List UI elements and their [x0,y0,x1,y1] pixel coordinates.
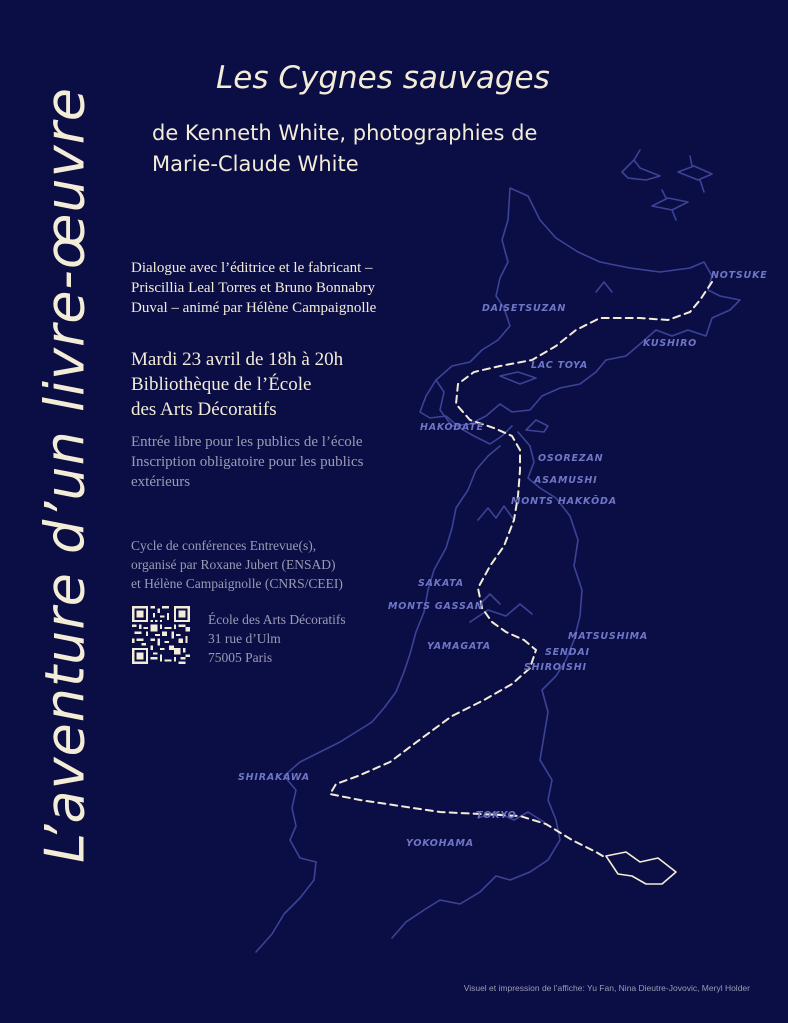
map-label-monts-hakkoda: MONTS HAKKŌDA [511,496,617,507]
event-venue-line: des Arts Décoratifs [131,399,277,420]
hokkaido-peninsula [420,380,512,444]
map-label-matsushima: MATSUSHIMA [568,631,649,642]
subtitle [152,118,612,180]
map-label-monts-gassan: MONTS GASSAN [388,601,484,612]
mountain-1 [478,506,514,520]
map-label-sakata: SAKATA [418,578,464,589]
mountain-3 [596,282,612,292]
address-line: École des Arts Décoratifs [208,612,346,627]
map-label-tokyo: TOKYO [476,810,517,821]
entry-line: Inscription obligatoire pour les publics [131,454,364,470]
vertical-title [20,40,110,910]
entry-info [131,432,401,492]
dialogue-line: Dialogue avec l’éditrice et le fabricant – [131,260,373,276]
cycle-line: organisé par Roxane Jubert (ENSAD) [131,557,336,572]
map-label-lac-toya: LAC TOYA [531,360,588,371]
map-label-yamagata: YAMAGATA [427,641,491,652]
map-label-yokohama: YOKOHAMA [406,838,474,849]
honshu-outline-west [256,446,500,952]
cycle-line: Cycle de conférences Entrevue(s), [131,538,317,553]
qr-code[interactable] [131,606,191,664]
event-date-location [131,347,401,422]
bird-2 [678,156,712,192]
map-label-asamushi: ASAMUSHI [534,475,598,486]
map-label-shiroishi: SHIROISHI [524,662,587,673]
bird-3 [652,190,688,220]
dialogue-line: Priscillia Leal Torres et Bruno Bonnabry [131,280,376,296]
cycle-line: et Hélène Campaignolle (CNRS/CEEI) [131,576,343,591]
map-label-daisetsuzan: DAISETSUZAN [482,303,567,314]
map-label-kushiro: KUSHIRO [643,338,698,349]
map-label-osorezan: OSOREZAN [538,453,604,464]
dialogue-description [131,258,421,318]
event-date: Mardi 23 avril de 18h à 20h [131,349,344,370]
address-line: 31 rue d’Ulm [208,631,281,646]
honshu-outline-east [392,432,582,938]
map-label-notsuke: NOTSUKE [711,270,768,281]
vertical-title-text: L’aventure d’un livre-œuvre [33,86,97,864]
entry-line: extérieurs [131,474,191,490]
conference-cycle-info [131,536,371,593]
dialogue-line: Duval – animé par Hélène Campaignolle [131,300,377,316]
event-venue-line: Bibliothèque de l’École [131,374,312,395]
map-label-shirakawa: SHIRAKAWA [238,772,310,783]
route-end-shape [606,852,676,884]
subtitle-line: Marie-Claude White [152,152,359,176]
bird-1 [622,150,660,180]
lake-toya [500,372,536,384]
entry-line: Entrée libre pour les publics de l’école [131,434,363,450]
osorezan-shape [526,420,548,432]
page-title: Les Cygnes sauvages [216,60,550,96]
venue-address [208,610,346,667]
poster-credits: Visuel et impression de l’affiche: Yu Fan, Nina Dieutre-Jovovic, Meryl Holder [463,983,750,993]
map-label-sendai: SENDAI [545,647,590,658]
address-line: 75005 Paris [208,650,273,665]
map-label-hakodate: HAKODATE [420,422,484,433]
subtitle-line: de Kenneth White, photographies de [152,121,538,145]
